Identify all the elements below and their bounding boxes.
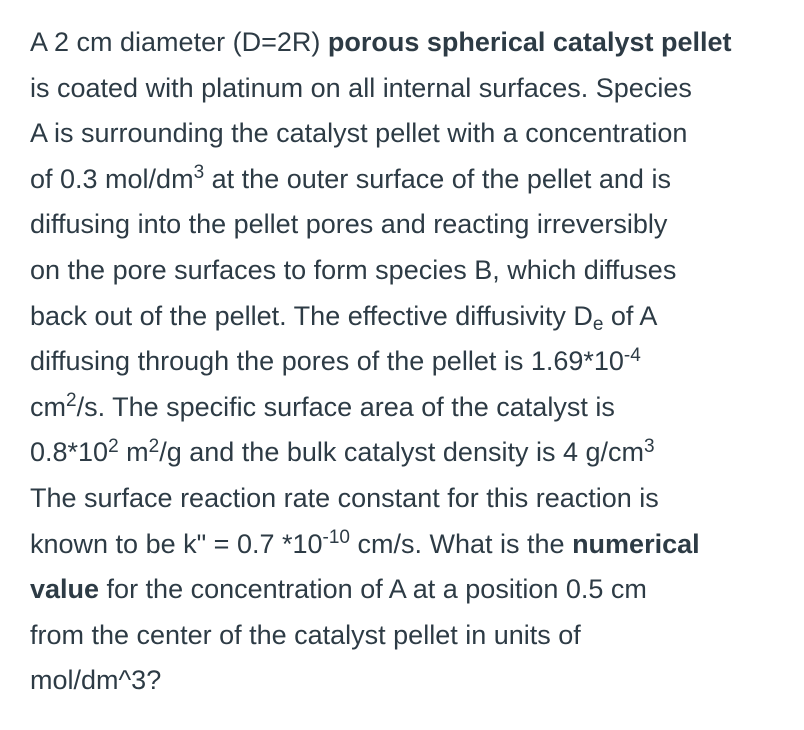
superscript: -10	[322, 527, 350, 549]
text-segment: known to be k" = 0.7 *10	[30, 528, 323, 559]
text-segment: A 2 cm diameter (D=2R)	[30, 27, 328, 57]
bold-phrase-value: value	[30, 574, 100, 605]
text-segment: m	[118, 437, 149, 468]
subscript: e	[592, 314, 604, 336]
text-segment: on the pore surfaces to form species B, which diffuses	[30, 254, 677, 285]
superscript: 2	[148, 435, 160, 457]
superscript: 3	[643, 435, 655, 457]
text-segment: from the center of the catalyst pellet in units of	[30, 619, 581, 650]
bold-phrase-porous-pellet: porous spherical catalyst pellet	[327, 27, 732, 57]
text-segment: for the concentration of A at a position 0.5 cm	[99, 574, 647, 605]
bold-phrase-numerical: numerical	[572, 528, 700, 559]
text-segment: /g and the bulk catalyst density is 4 g/cm	[159, 437, 644, 468]
text-segment: diffusing through the pores of the pellet is 1.69*10	[30, 346, 624, 377]
text-segment: The surface reaction rate constant for this reaction is	[30, 482, 659, 513]
text-segment: mol/dm^3?	[30, 665, 162, 696]
superscript: 2	[108, 435, 119, 457]
text-segment: cm/s. What is the	[350, 528, 573, 559]
text-segment: of A	[603, 300, 658, 331]
text-segment: is coated with platinum on all internal surfaces. Species	[30, 72, 692, 103]
text-segment: 0.8*10	[30, 437, 109, 468]
text-segment: of 0.3 mol/dm	[30, 163, 194, 194]
text-segment: diffusing into the pellet pores and reacting irreversibly	[30, 209, 668, 240]
text-segment: at the outer surface of the pellet and is	[204, 163, 671, 194]
text-segment: back out of the pellet. The effective diffusivity D	[30, 300, 593, 331]
text-segment: cm	[30, 391, 66, 422]
superscript: 2	[66, 390, 77, 412]
question-text	[30, 20, 800, 704]
superscript: 3	[193, 162, 205, 184]
superscript: -4	[623, 344, 641, 366]
text-segment: A is surrounding the catalyst pellet with a concentration	[30, 118, 688, 149]
text-segment: /s. The specific surface area of the catalyst is	[76, 391, 615, 422]
